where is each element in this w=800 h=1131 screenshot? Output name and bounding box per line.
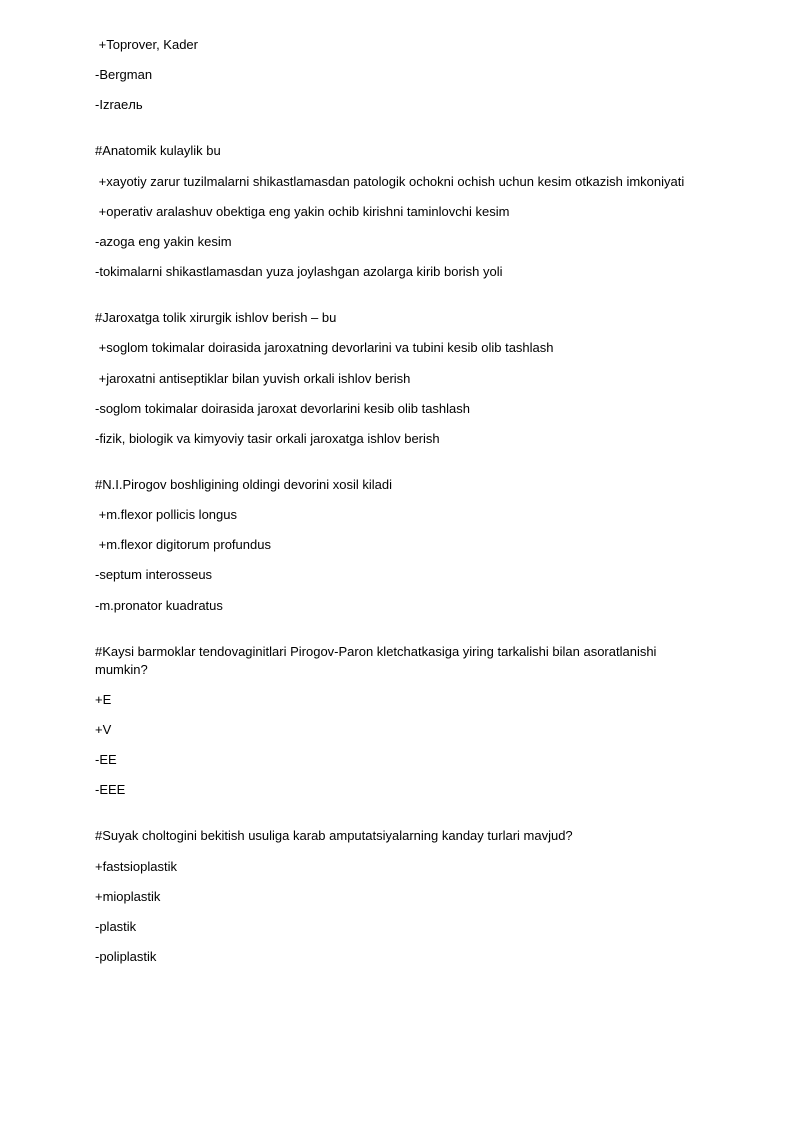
- question-block-4: [95, 476, 695, 615]
- answer-option: -soglom tokimalar doirasida jaroxat devorlarini kesib olib tashlash: [95, 400, 471, 416]
- answer-option: -Bergman: [95, 67, 153, 83]
- answer-option: +fastsioplastik: [95, 858, 178, 874]
- answer-option: +m.flexor digitorum profundus: [95, 537, 271, 553]
- answer-option: +xayotiy zarur tuzilmalarni shikastlamasdan patologik ochokni ochish uchun kesim otkazish imkoniyati: [95, 173, 685, 189]
- question-block-1: [95, 36, 695, 114]
- answer-option: -tokimalarni shikastlamasdan yuza joylashgan azolarga kirib borish yoli: [95, 264, 503, 280]
- answer-option: -fizik, biologik va kimyoviy tasir orkali jaroxatga ishlov berish: [95, 430, 440, 446]
- question-text: #Suyak choltogini bekitish usuliga karab amputatsiyalarning kanday turlari mavjud?: [95, 828, 573, 844]
- answer-option: +V: [95, 722, 112, 737]
- answer-option: +jaroxatni antiseptiklar bilan yuvish orkali ishlov berish: [95, 370, 411, 386]
- question-block-6: [95, 827, 695, 966]
- answer-option: +mioplastik: [95, 888, 161, 904]
- question-text: #N.I.Pirogov boshligining oldingi devorini xosil kiladi: [95, 476, 392, 492]
- answer-option: -plastik: [95, 918, 137, 934]
- question-text: #Kaysi barmoklar tendovaginitlari Pirogov-Paron kletchatkasiga yiring tarkalishi bilan asoratlanishi mumkin?: [95, 643, 661, 677]
- answer-option: -azoga eng yakin kesim: [95, 233, 232, 249]
- answer-option: -EEE: [95, 782, 126, 798]
- answer-option: +operativ aralashuv obektiga eng yakin ochib kirishni taminlovchi kesim: [95, 203, 510, 219]
- question-text: #Anatomik kulaylik bu: [95, 143, 221, 159]
- question-text: #Jaroxatga tolik xirurgik ishlov berish – bu: [95, 310, 337, 326]
- answer-option: -septum interosseus: [95, 567, 213, 583]
- answer-option: -m.pronator kuadratus: [95, 597, 223, 613]
- answer-option: +E: [95, 691, 112, 707]
- question-block-5: [95, 643, 695, 800]
- question-block-2: [95, 142, 695, 281]
- answer-option: +Toprover, Kader: [95, 37, 198, 52]
- answer-option: -poliplastik: [95, 949, 157, 965]
- answer-option: +m.flexor pollicis longus: [95, 507, 237, 523]
- document-content: [95, 36, 695, 978]
- answer-option: -Izraeль: [95, 97, 143, 113]
- answer-option: +soglom tokimalar doirasida jaroxatning devorlarini va tubini kesib olib tashlash: [95, 340, 554, 356]
- question-block-3: [95, 309, 695, 448]
- answer-option: -EE: [95, 752, 117, 768]
